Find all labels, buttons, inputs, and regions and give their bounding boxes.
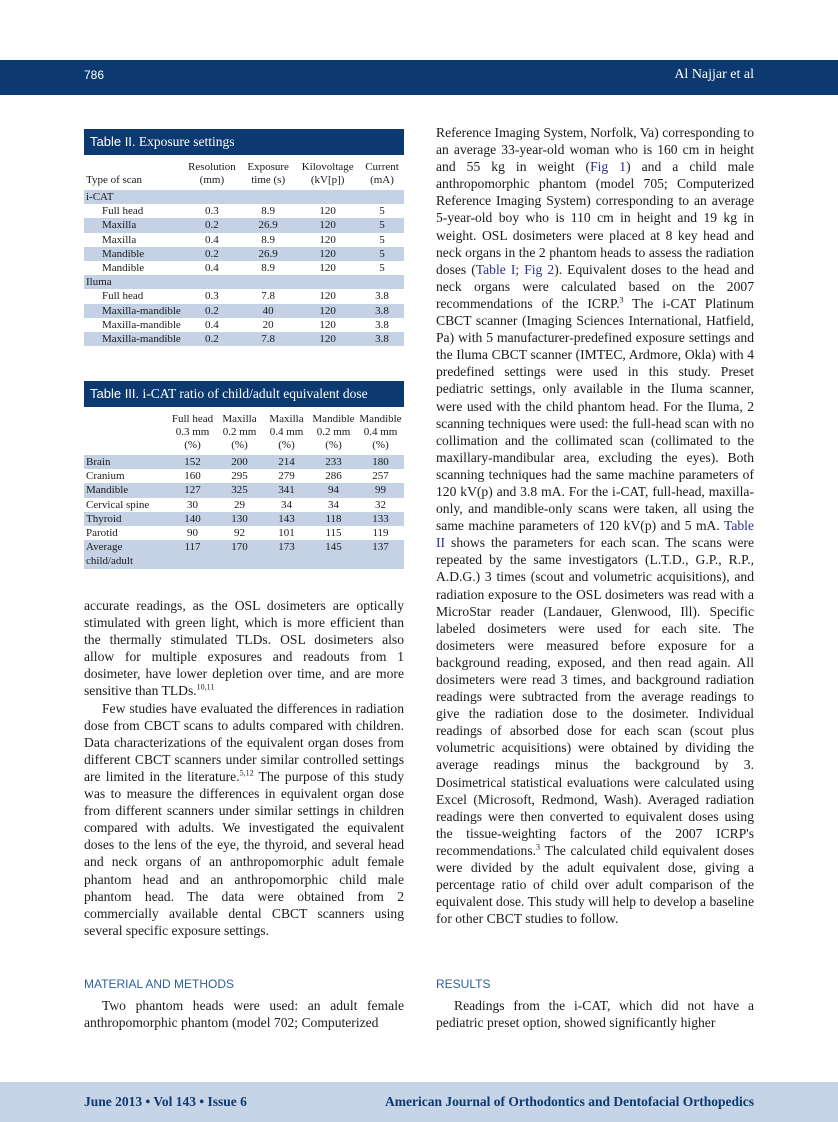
column-header: Mandible 0.2 mm (%)	[312, 413, 355, 451]
row-label: Cranium	[86, 470, 125, 483]
table-3	[84, 381, 404, 569]
table-cell: 20	[262, 318, 274, 331]
page-number: 786	[84, 68, 105, 82]
row-label: Maxilla	[84, 218, 183, 232]
row-label: Full head	[102, 205, 144, 218]
table-cell: 170	[216, 540, 263, 568]
table-cell: 0.2	[183, 332, 241, 346]
table-cell: 0.3	[205, 290, 219, 303]
table-cell: 120	[295, 218, 360, 232]
table-cell: 130	[216, 512, 263, 526]
table-cell: 120	[319, 262, 336, 275]
table-cell: 145	[310, 540, 357, 568]
table-cell: 152	[169, 455, 216, 469]
group-label: Iluma	[84, 275, 404, 289]
citation-superscript: 3	[536, 842, 541, 852]
table-group-row	[84, 190, 404, 204]
table-row	[84, 247, 404, 261]
table-cell: 0.4	[205, 318, 219, 331]
table-cell: 120	[295, 332, 360, 346]
column-header: Exposure time (s)	[247, 161, 289, 186]
group-label: i-CAT	[84, 190, 404, 204]
table-row	[84, 332, 404, 346]
section-heading-results: RESULTS	[436, 977, 491, 991]
column-header: Kilovoltage (kV[p])	[301, 161, 354, 186]
table-cell: 8.9	[261, 262, 276, 275]
citation-superscript: 5,12	[239, 768, 254, 778]
table-row	[84, 512, 404, 526]
table-cell: 127	[169, 483, 216, 497]
table-cell: 341	[263, 483, 310, 497]
table-cell: 0.4	[205, 262, 219, 275]
table-row	[84, 455, 404, 469]
table-cell: 180	[357, 455, 404, 469]
table-row	[84, 318, 404, 332]
table-cell: 279	[278, 470, 295, 483]
running-header	[0, 60, 838, 95]
table-row	[84, 469, 404, 483]
table-cell: 0.2	[183, 247, 241, 261]
table-cell: 92	[234, 527, 245, 540]
row-label: Mandible	[84, 247, 183, 261]
table-row	[84, 483, 404, 497]
table-3-grid	[84, 407, 404, 569]
table-cell: 120	[319, 205, 336, 218]
row-label: Maxilla-mandible	[84, 304, 183, 318]
table-cell: 120	[295, 247, 360, 261]
cross-reference-link[interactable]: Table I; Fig 2	[475, 261, 555, 277]
column-header: Resolution (mm)	[188, 161, 236, 186]
row-label: Maxilla	[102, 233, 137, 246]
table-cell: 0.3	[205, 205, 219, 218]
left-column-text	[84, 597, 404, 939]
issue-info: June 2013 • Vol 143 • Issue 6	[84, 1094, 247, 1109]
table-cell: 5	[379, 205, 385, 218]
paragraph	[84, 700, 404, 939]
table-cell: 120	[319, 290, 336, 303]
row-label: Average child/adult	[84, 540, 169, 568]
table-row	[84, 498, 404, 512]
table-cell: 160	[184, 470, 201, 483]
table-cell: 120	[295, 304, 360, 318]
table-row	[84, 204, 404, 218]
column-header: Maxilla 0.4 mm (%)	[269, 413, 304, 451]
table-cell: 233	[310, 455, 357, 469]
table-cell: 29	[234, 498, 245, 511]
table-row	[84, 540, 404, 568]
table-cell: 5	[360, 218, 404, 232]
table-cell: 34	[281, 498, 292, 511]
table-cell: 26.9	[241, 218, 295, 232]
row-label: Full head	[102, 290, 144, 303]
table-cell: 5	[379, 233, 385, 246]
table-cell: 173	[263, 540, 310, 568]
text-run: The purpose of this study was to measure the differences in equivalent organ dose from different scanners under similar settings in children compared with adults. We investigated the equivalent doses to the lens of the eye, the thyroid, and several head and neck organs of an anthropomorphic adult female phantom head and an anthropomorphic child male phantom head. The data were obtained from 2 commercially available dental CBCT scanners using several specific exposure settings.	[84, 768, 404, 938]
table-cell: 7.8	[241, 332, 295, 346]
table-cell: 8.9	[261, 233, 276, 246]
text-run: The i-CAT Platinum CBCT scanner (Imaging Sciences International, Hatfield, Pa) with 5 manufacturer-predefined exposure settings and the Iluma CBCT scanner (IMTEC, Ardmore, Okla) with 4 predefined settings were used in this study. Preset pediatric settings, only available in the Iluma scanner, were used with the child phantom head. For the Iluma, 2 scanning techniques were used: the full-head scan with no collimation and the collimated scan (collimated to the maxillary-mandibular area, excluding the eyes). Both scanning techniques had the same machine parameters of 120 kV(p) and 3.8 mA. For the i-CAT, full-head, maxilla-only, and mandible-only scans were taken, all using the same machine parameters of 120 kV(p) and 5 mA.	[436, 295, 754, 534]
paragraph	[84, 597, 404, 700]
column-header: Full head 0.3 mm (%)	[171, 413, 214, 451]
row-label: Mandible	[84, 483, 169, 497]
table-cell: 115	[325, 527, 342, 540]
cross-reference-link[interactable]: Fig 1	[590, 159, 627, 175]
table-row	[84, 289, 404, 303]
table-row	[84, 261, 404, 275]
table-cell: 7.8	[261, 290, 276, 303]
table-cell: 30	[187, 498, 198, 511]
column-header	[84, 407, 169, 455]
table-cell: 118	[310, 512, 357, 526]
row-label: Brain	[84, 455, 169, 469]
table-cell: 0.2	[183, 304, 241, 318]
text-run: accurate readings, as the OSL dosimeters are optically stimulated with green light, which is more efficient than the thermally stimulated TLDs. OSL dosimeters also allow for multiple exposures and readouts from 1 dosimeter, have lower depletion over time, and are more sensitive than TLDs.	[84, 598, 404, 699]
table-cell: 0.4	[205, 233, 219, 246]
table-cell: 140	[169, 512, 216, 526]
right-column-text	[436, 124, 754, 927]
row-label: Cervical spine	[86, 498, 150, 511]
table-cell: 119	[372, 527, 389, 540]
table-group-row	[84, 275, 404, 289]
table-cell: 120	[319, 233, 336, 246]
table-cell: 137	[357, 540, 404, 568]
table-cell: 143	[263, 512, 310, 526]
column-header: Type of scan	[86, 174, 143, 186]
paragraph	[436, 124, 754, 927]
table-cell: 3.8	[360, 332, 404, 346]
table-cell: 5	[360, 247, 404, 261]
row-label: Mandible	[102, 262, 145, 275]
table-cell: 94	[310, 483, 357, 497]
table-2	[84, 129, 404, 346]
table-cell: 99	[357, 483, 404, 497]
table-cell: 8.9	[261, 205, 276, 218]
column-header: Mandible 0.4 mm (%)	[359, 413, 402, 451]
table-cell: 133	[357, 512, 404, 526]
table-2-grid	[84, 155, 404, 346]
table-cell: 325	[216, 483, 263, 497]
journal-name: American Journal of Orthodontics and Dentofacial Orthopedics	[385, 1094, 754, 1109]
table-cell: 3.8	[375, 290, 389, 303]
row-label: Parotid	[86, 527, 118, 540]
citation-superscript: 10,11	[196, 682, 215, 692]
table-2-title: Table II. Exposure settings	[84, 129, 404, 155]
table-header-row	[84, 407, 404, 455]
section-heading-methods: MATERIAL AND METHODS	[84, 977, 235, 991]
table-cell: 34	[328, 498, 339, 511]
table-cell: 257	[372, 470, 389, 483]
table-3-title: Table III. i-CAT ratio of child/adult equivalent dose	[84, 381, 404, 407]
table-cell: 101	[278, 527, 295, 540]
table-cell: 90	[187, 527, 198, 540]
text-run: ). Equivalent doses to the head and neck organs were calculated based on the 2007 recommendations of the ICRP.	[436, 261, 754, 311]
table-cell: 0.2	[183, 218, 241, 232]
table-header-row	[84, 155, 404, 190]
table-cell: 26.9	[241, 247, 295, 261]
row-label: Thyroid	[84, 512, 169, 526]
table-cell: 3.8	[375, 318, 389, 331]
table-cell: 200	[216, 455, 263, 469]
table-row	[84, 218, 404, 232]
table-cell: 3.8	[360, 304, 404, 318]
table-cell: 120	[319, 318, 336, 331]
text-run: Few studies have evaluated the differences in radiation dose from CBCT scans to adults compared with children. Data characterizations of the equivalent organ doses from different CBCT scanners under similar controlled settings are limited in the literature.	[84, 700, 404, 784]
table-cell: 5	[379, 262, 385, 275]
citation-superscript: 3	[619, 295, 624, 305]
table-row	[84, 233, 404, 247]
row-label: Maxilla-mandible	[102, 318, 181, 331]
text-run: shows the parameters for each scan. The scans were repeated by the same investigators (L.T.D., G.P., R.P., A.D.G.) 3 times (scout and volumetric acquisitions), and radiation exposure to the OSL dosimeters was read with a MicroStar reader (Landauer, Glenwood, Ill). Specific labeled dosimeters were used for each site. The dosimeters were measured before exposure for a background reading, exposed, and then read again. All dosimeters were read 3 times, and background radiation readings were subtracted from the average readings to give the radiation dose to the dosimeter. Individual readings of absorbed dose for each scan (scout plus volumetric acquisitions) were obtained by dividing the average readings minus the background by 3. Dosimetrical statistical evaluations were calculated using Excel (Microsoft, Redmond, Wash). Averaged radiation readings were then converted to equivalent doses using the tissue-weighting factors of the 2007 ICRP's recommendations.	[436, 535, 754, 858]
table-cell: 40	[241, 304, 295, 318]
table-cell: 214	[263, 455, 310, 469]
text-run: The calculated child equivalent doses were divided by the adult equivalent dose, giving a percentage ratio of child over adult comparison of the equivalent dose. This study will help to develop a baseline for other CBCT studies to follow.	[436, 842, 754, 927]
text-run: Reference Imaging System, Norfolk, Va) corresponding to an average 33-year-old woman who is 160 cm in height and 55 kg in weight (	[436, 125, 754, 175]
text-run: ) and a child male anthropomorphic phantom (model 705; Computerized Reference Imaging System) corresponding to an average 5-year-old boy who is 110 cm in height and 19 kg in weight. OSL dosimeters were placed at 8 key head and neck organs in the 2 phantom heads to assess the radiation doses (	[436, 159, 754, 277]
table-cell: 32	[375, 498, 386, 511]
table-row	[84, 304, 404, 318]
running-authors: Al Najjar et al	[674, 67, 754, 82]
row-label: Maxilla-mandible	[84, 332, 183, 346]
column-header: Maxilla 0.2 mm (%)	[222, 413, 257, 451]
table-cell: 117	[169, 540, 216, 568]
table-cell: 295	[231, 470, 248, 483]
table-cell: 286	[325, 470, 342, 483]
running-footer	[0, 1082, 838, 1122]
methods-paragraph: Two phantom heads were used: an adult female anthropomorphic phantom (model 702; Computerized	[84, 998, 404, 1031]
table-row	[84, 526, 404, 540]
cross-reference-link[interactable]: Table II	[436, 518, 754, 551]
results-paragraph: Readings from the i-CAT, which did not have a pediatric preset option, showed significantly higher	[436, 998, 754, 1031]
column-header: Current (mA)	[365, 161, 399, 186]
